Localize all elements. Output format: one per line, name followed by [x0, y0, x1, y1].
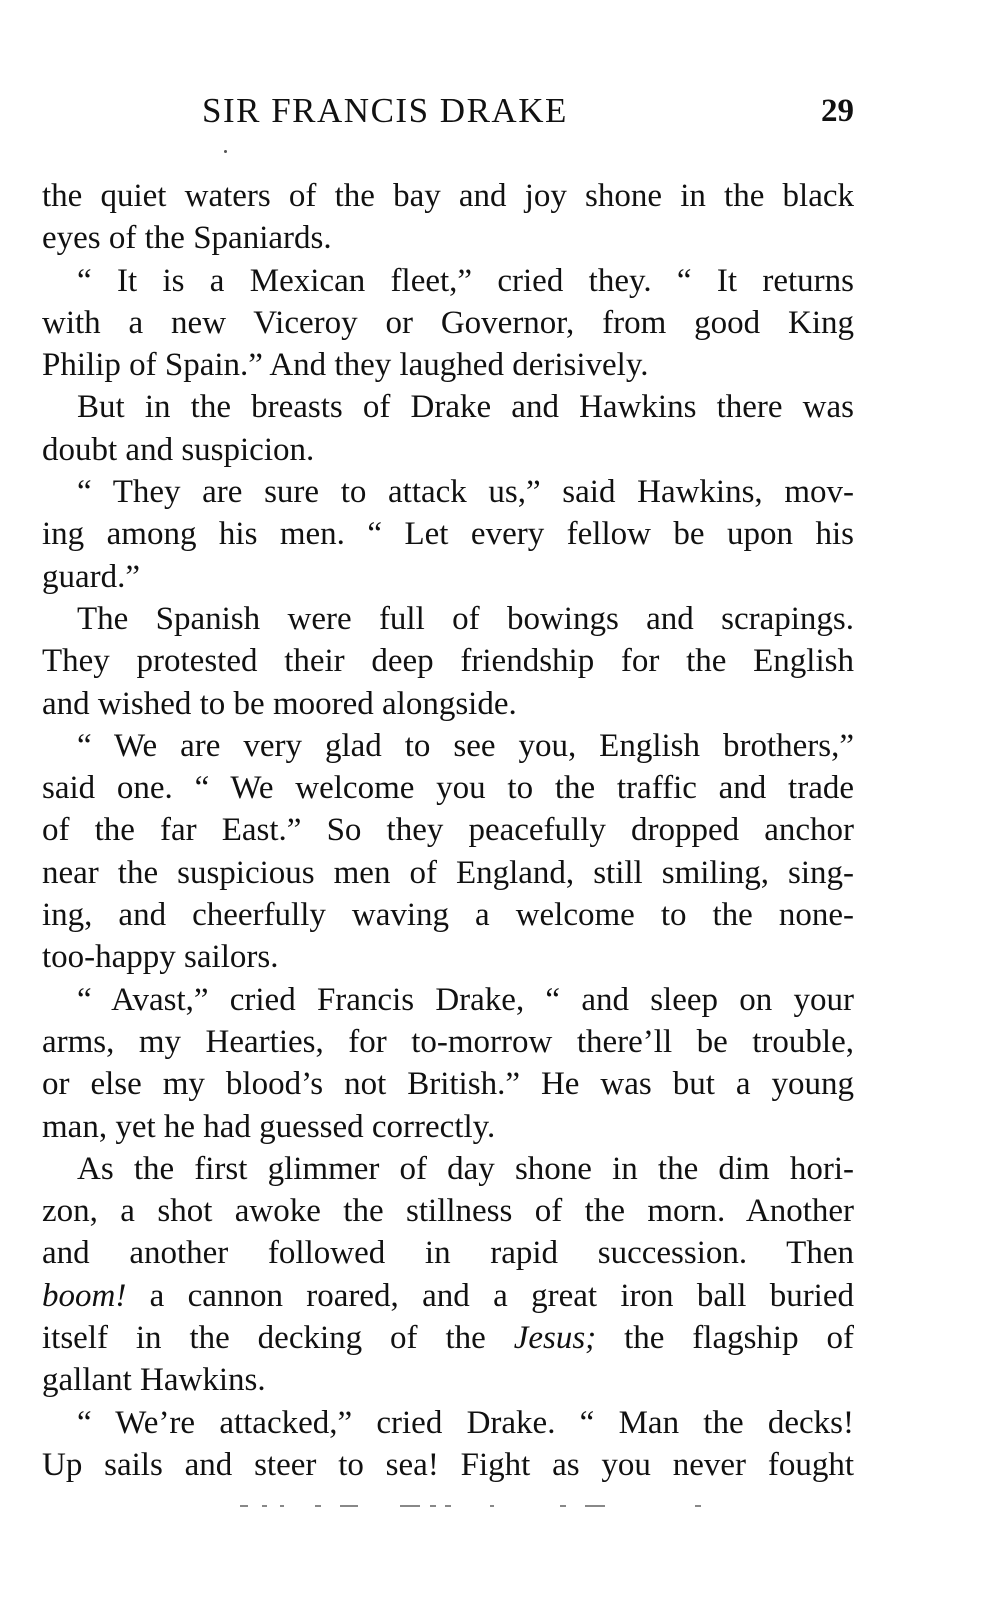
text-line: As the first glimmer of day shone in the dim hori-: [77, 1150, 854, 1187]
text-line: “ They are sure to attack us,” said Hawkins, mov-: [77, 474, 854, 511]
text-line: and wished to be moored alongside.: [42, 685, 517, 722]
print-speck: [315, 1505, 321, 1507]
text-line: eyes of the Spaniards.: [42, 220, 332, 257]
text-line: But in the breasts of Drake and Hawkins there was: [77, 389, 854, 426]
text-span: a cannon roared, and a great iron ball buried: [126, 1277, 854, 1314]
text-line: ing among his men. “ Let every fellow be upon his: [42, 516, 854, 553]
print-speck: [262, 1505, 267, 1507]
print-speck: [695, 1505, 701, 1507]
text-line: “ Avast,” cried Francis Drake, “ and sleep on your: [77, 981, 854, 1018]
text-line: doubt and suspicion.: [42, 431, 315, 468]
text-line: and another followed in rapid succession. Then: [42, 1235, 854, 1272]
text-line: zon, a shot awoke the stillness of the morn. Another: [42, 1193, 854, 1230]
text-line: with a new Viceroy or Governor, from good King: [42, 304, 854, 341]
print-speck: [280, 1505, 284, 1507]
print-speck: [585, 1505, 605, 1507]
running-title: SIR FRANCIS DRAKE: [202, 91, 568, 130]
italic-text: Jesus;: [513, 1320, 597, 1357]
text-line: guard.”: [42, 558, 141, 595]
text-line: near the suspicious men of England, still smiling, sing-: [42, 854, 854, 891]
italic-text: boom!: [42, 1277, 127, 1314]
text-line: the quiet waters of the bay and joy shone in the black: [42, 178, 854, 214]
text-line: They protested their deep friendship for the English: [42, 643, 854, 680]
text-line: said one. “ We welcome you to the traffic and trade: [42, 770, 854, 807]
text-span: itself in the decking of the: [42, 1320, 514, 1357]
text-line: [42, 1317, 854, 1359]
text-span: the flagship of: [596, 1320, 854, 1357]
print-speck: [490, 1505, 494, 1507]
text-line: too-happy sailors.: [42, 939, 279, 976]
print-speck: [400, 1505, 420, 1507]
text-line: ing, and cheerfully waving a welcome to the none-: [42, 897, 854, 934]
page-number: 29: [821, 93, 854, 129]
text-line: [42, 1275, 854, 1317]
text-line: Up sails and steer to sea! Fight as you never fought: [42, 1446, 854, 1483]
text-line: “ It is a Mexican fleet,” cried they. “ It returns: [77, 262, 854, 299]
text-line: arms, my Hearties, for to-morrow there’ll be trouble,: [42, 1023, 854, 1060]
print-speck: [240, 1505, 248, 1507]
text-line: man, yet he had guessed correctly.: [42, 1108, 496, 1145]
print-speck: [560, 1505, 566, 1507]
print-artifacts: [240, 1505, 730, 1509]
body-text: [42, 175, 854, 1486]
print-speck: [340, 1505, 358, 1507]
text-line: gallant Hawkins.: [42, 1362, 266, 1399]
text-line: The Spanish were full of bowings and scrapings.: [77, 600, 854, 637]
running-head: [42, 86, 854, 136]
text-line: of the far East.” So they peacefully dropped anchor: [42, 812, 854, 849]
print-speck: [430, 1505, 436, 1507]
print-speck: [224, 150, 227, 153]
text-line: “ We are very glad to see you, English brothers,”: [77, 727, 854, 764]
text-line: “ We’re attacked,” cried Drake. “ Man the decks!: [77, 1404, 854, 1441]
text-line: Philip of Spain.” And they laughed derisively.: [42, 347, 649, 384]
text-line: or else my blood’s not British.” He was but a young: [42, 1066, 854, 1103]
print-speck: [445, 1505, 451, 1507]
